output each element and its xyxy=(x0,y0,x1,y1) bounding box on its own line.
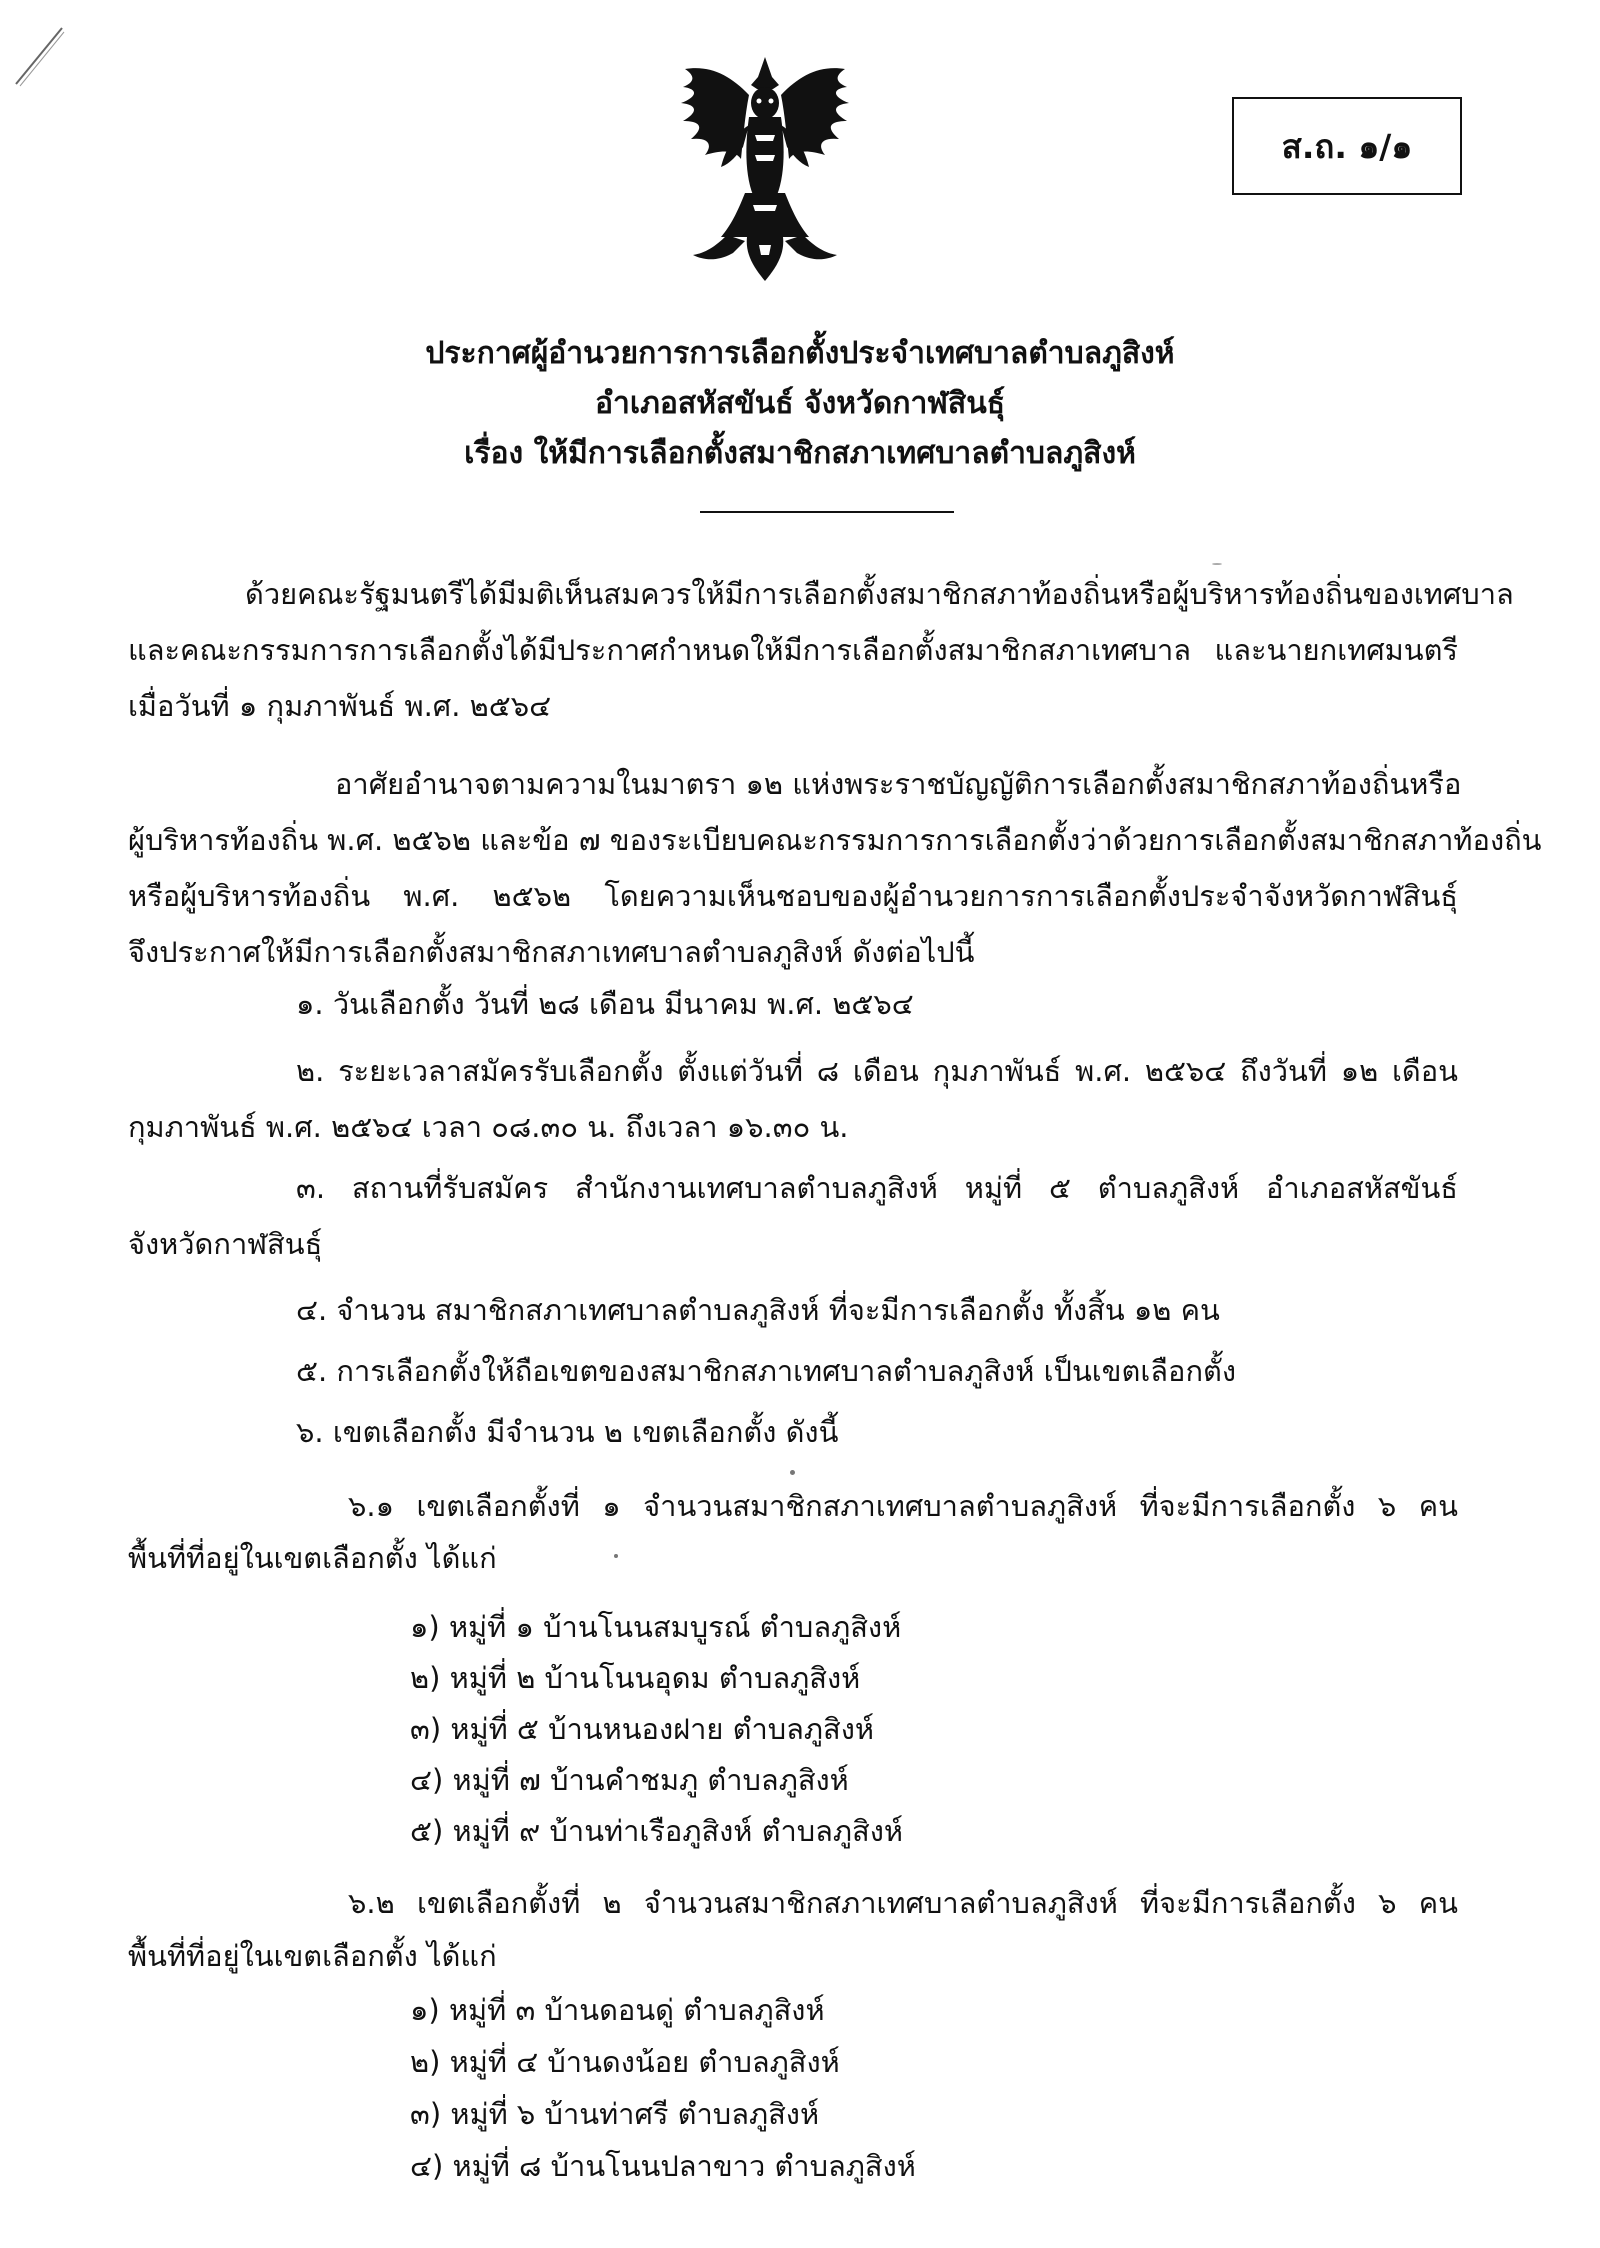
announcement-title-line2: อำเภอสหัสขันธ์ จังหวัดกาฬสินธุ์ xyxy=(594,386,1006,421)
district-1-village: ๕) หมู่ที่ ๙ บ้านท่าเรือภูสิงห์ ตำบลภูสิงห์ xyxy=(410,1814,904,1848)
para2-line4: จึงประกาศให้มีการเลือกตั้งสมาชิกสภาเทศบาลตำบลภูสิงห์ ดังต่อไปนี้ xyxy=(128,935,975,969)
item-3-province: จังหวัดกาฬสินธุ์ xyxy=(128,1227,323,1261)
item-5-district-boundary: ๕. การเลือกตั้งให้ถือเขตของสมาชิกสภาเทศบาลตำบลภูสิงห์ เป็นเขตเลือกตั้ง xyxy=(296,1354,1236,1388)
district-1-village: ๔) หมู่ที่ ๗ บ้านคำชมภู ตำบลภูสิงห์ xyxy=(410,1763,849,1797)
item-2-application-period: ๒. ระยะเวลาสมัครรับเลือกตั้ง ตั้งแต่วันที่ ๘ เดือน กุมภาพันธ์ พ.ศ. ๒๕๖๔ ถึงวันที่ ๑๒ เดือน xyxy=(296,1054,1458,1088)
district-2-village: ๓) หมู่ที่ ๖ บ้านท่าศรี ตำบลภูสิงห์ xyxy=(410,2097,820,2131)
announcement-title-line1: ประกาศผู้อำนวยการการเลือกตั้งประจำเทศบาลตำบลภูสิงห์ xyxy=(425,336,1175,371)
garuda-emblem xyxy=(675,55,855,285)
district-2-village: ๒) หมู่ที่ ๔ บ้านดงน้อย ตำบลภูสิงห์ xyxy=(410,2045,840,2079)
para1-line2: และคณะกรรมการการเลือกตั้งได้มีประกาศกำหนดให้มีการเลือกตั้งสมาชิกสภาเทศบาล และนายกเทศมนตรี xyxy=(128,633,1458,667)
scan-speck xyxy=(790,1470,795,1475)
scan-speck xyxy=(1212,563,1222,565)
scan-speck xyxy=(614,1554,618,1558)
item-6-district-count: ๖. เขตเลือกตั้ง มีจำนวน ๒ เขตเลือกตั้ง ดังนี้ xyxy=(296,1415,839,1449)
district-1-area-label: พื้นที่ที่อยู่ในเขตเลือกตั้ง ได้แก่ xyxy=(128,1541,497,1575)
form-code: ส.ถ. ๑/๑ xyxy=(1281,126,1413,166)
pen-stroke-mark xyxy=(10,22,70,92)
district-2-village: ๔) หมู่ที่ ๘ บ้านโนนปลาขาว ตำบลภูสิงห์ xyxy=(410,2149,916,2183)
item-2-application-time: กุมภาพันธ์ พ.ศ. ๒๕๖๔ เวลา ๐๘.๓๐ น. ถึงเวลา ๑๖.๓๐ น. xyxy=(128,1110,849,1144)
district-2-heading: ๖.๒ เขตเลือกตั้งที่ ๒ จำนวนสมาชิกสภาเทศบาลตำบลภูสิงห์ ที่จะมีการเลือกตั้ง ๖ คน xyxy=(348,1886,1458,1920)
announcement-subject: เรื่อง ให้มีการเลือกตั้งสมาชิกสภาเทศบาลตำบลภูสิงห์ xyxy=(464,436,1136,471)
item-4-member-count: ๔. จำนวน สมาชิกสภาเทศบาลตำบลภูสิงห์ ที่จะมีการเลือกตั้ง ทั้งสิ้น ๑๒ คน xyxy=(296,1293,1220,1327)
district-2-village: ๑) หมู่ที่ ๓ บ้านดอนดู่ ตำบลภูสิงห์ xyxy=(410,1993,825,2027)
district-1-village: ๓) หมู่ที่ ๕ บ้านหนองฝาย ตำบลภูสิงห์ xyxy=(410,1712,874,1746)
para2-line3: หรือผู้บริหารท้องถิ่น พ.ศ. ๒๕๖๒ โดยความเห็นชอบของผู้อำนวยการการเลือกตั้งประจำจังหวัดกาฬสินธุ์ xyxy=(128,879,1458,913)
title-underline xyxy=(700,511,954,513)
para2-line1: อาศัยอำนาจตามความในมาตรา ๑๒ แห่งพระราชบัญญัติการเลือกตั้งสมาชิกสภาท้องถิ่นหรือ xyxy=(335,767,1462,801)
item-3-application-place: ๓. สถานที่รับสมัคร สำนักงานเทศบาลตำบลภูสิงห์ หมู่ที่ ๕ ตำบลภูสิงห์ อำเภอสหัสขันธ์ xyxy=(296,1171,1458,1205)
para2-line2: ผู้บริหารท้องถิ่น พ.ศ. ๒๕๖๒ และข้อ ๗ ของระเบียบคณะกรรมการการเลือกตั้งว่าด้วยการเลือกตั้งสมาชิกสภาท้องถิ่น xyxy=(128,823,1542,857)
para1-line1: ด้วยคณะรัฐมนตรีได้มีมติเห็นสมควรให้มีการเลือกตั้งสมาชิกสภาท้องถิ่นหรือผู้บริหารท้องถิ่นของเทศบาล xyxy=(245,577,1514,611)
district-2-area-label: พื้นที่ที่อยู่ในเขตเลือกตั้ง ได้แก่ xyxy=(128,1939,497,1973)
form-code-box xyxy=(1232,97,1462,195)
para1-line3: เมื่อวันที่ ๑ กุมภาพันธ์ พ.ศ. ๒๕๖๔ xyxy=(128,689,552,723)
item-1-election-date: ๑. วันเลือกตั้ง วันที่ ๒๘ เดือน มีนาคม พ.ศ. ๒๕๖๔ xyxy=(296,987,914,1021)
district-1-village: ๑) หมู่ที่ ๑ บ้านโนนสมบูรณ์ ตำบลภูสิงห์ xyxy=(410,1610,902,1644)
district-1-heading: ๖.๑ เขตเลือกตั้งที่ ๑ จำนวนสมาชิกสภาเทศบาลตำบลภูสิงห์ ที่จะมีการเลือกตั้ง ๖ คน xyxy=(348,1489,1458,1523)
district-1-village: ๒) หมู่ที่ ๒ บ้านโนนอุดม ตำบลภูสิงห์ xyxy=(410,1661,861,1695)
